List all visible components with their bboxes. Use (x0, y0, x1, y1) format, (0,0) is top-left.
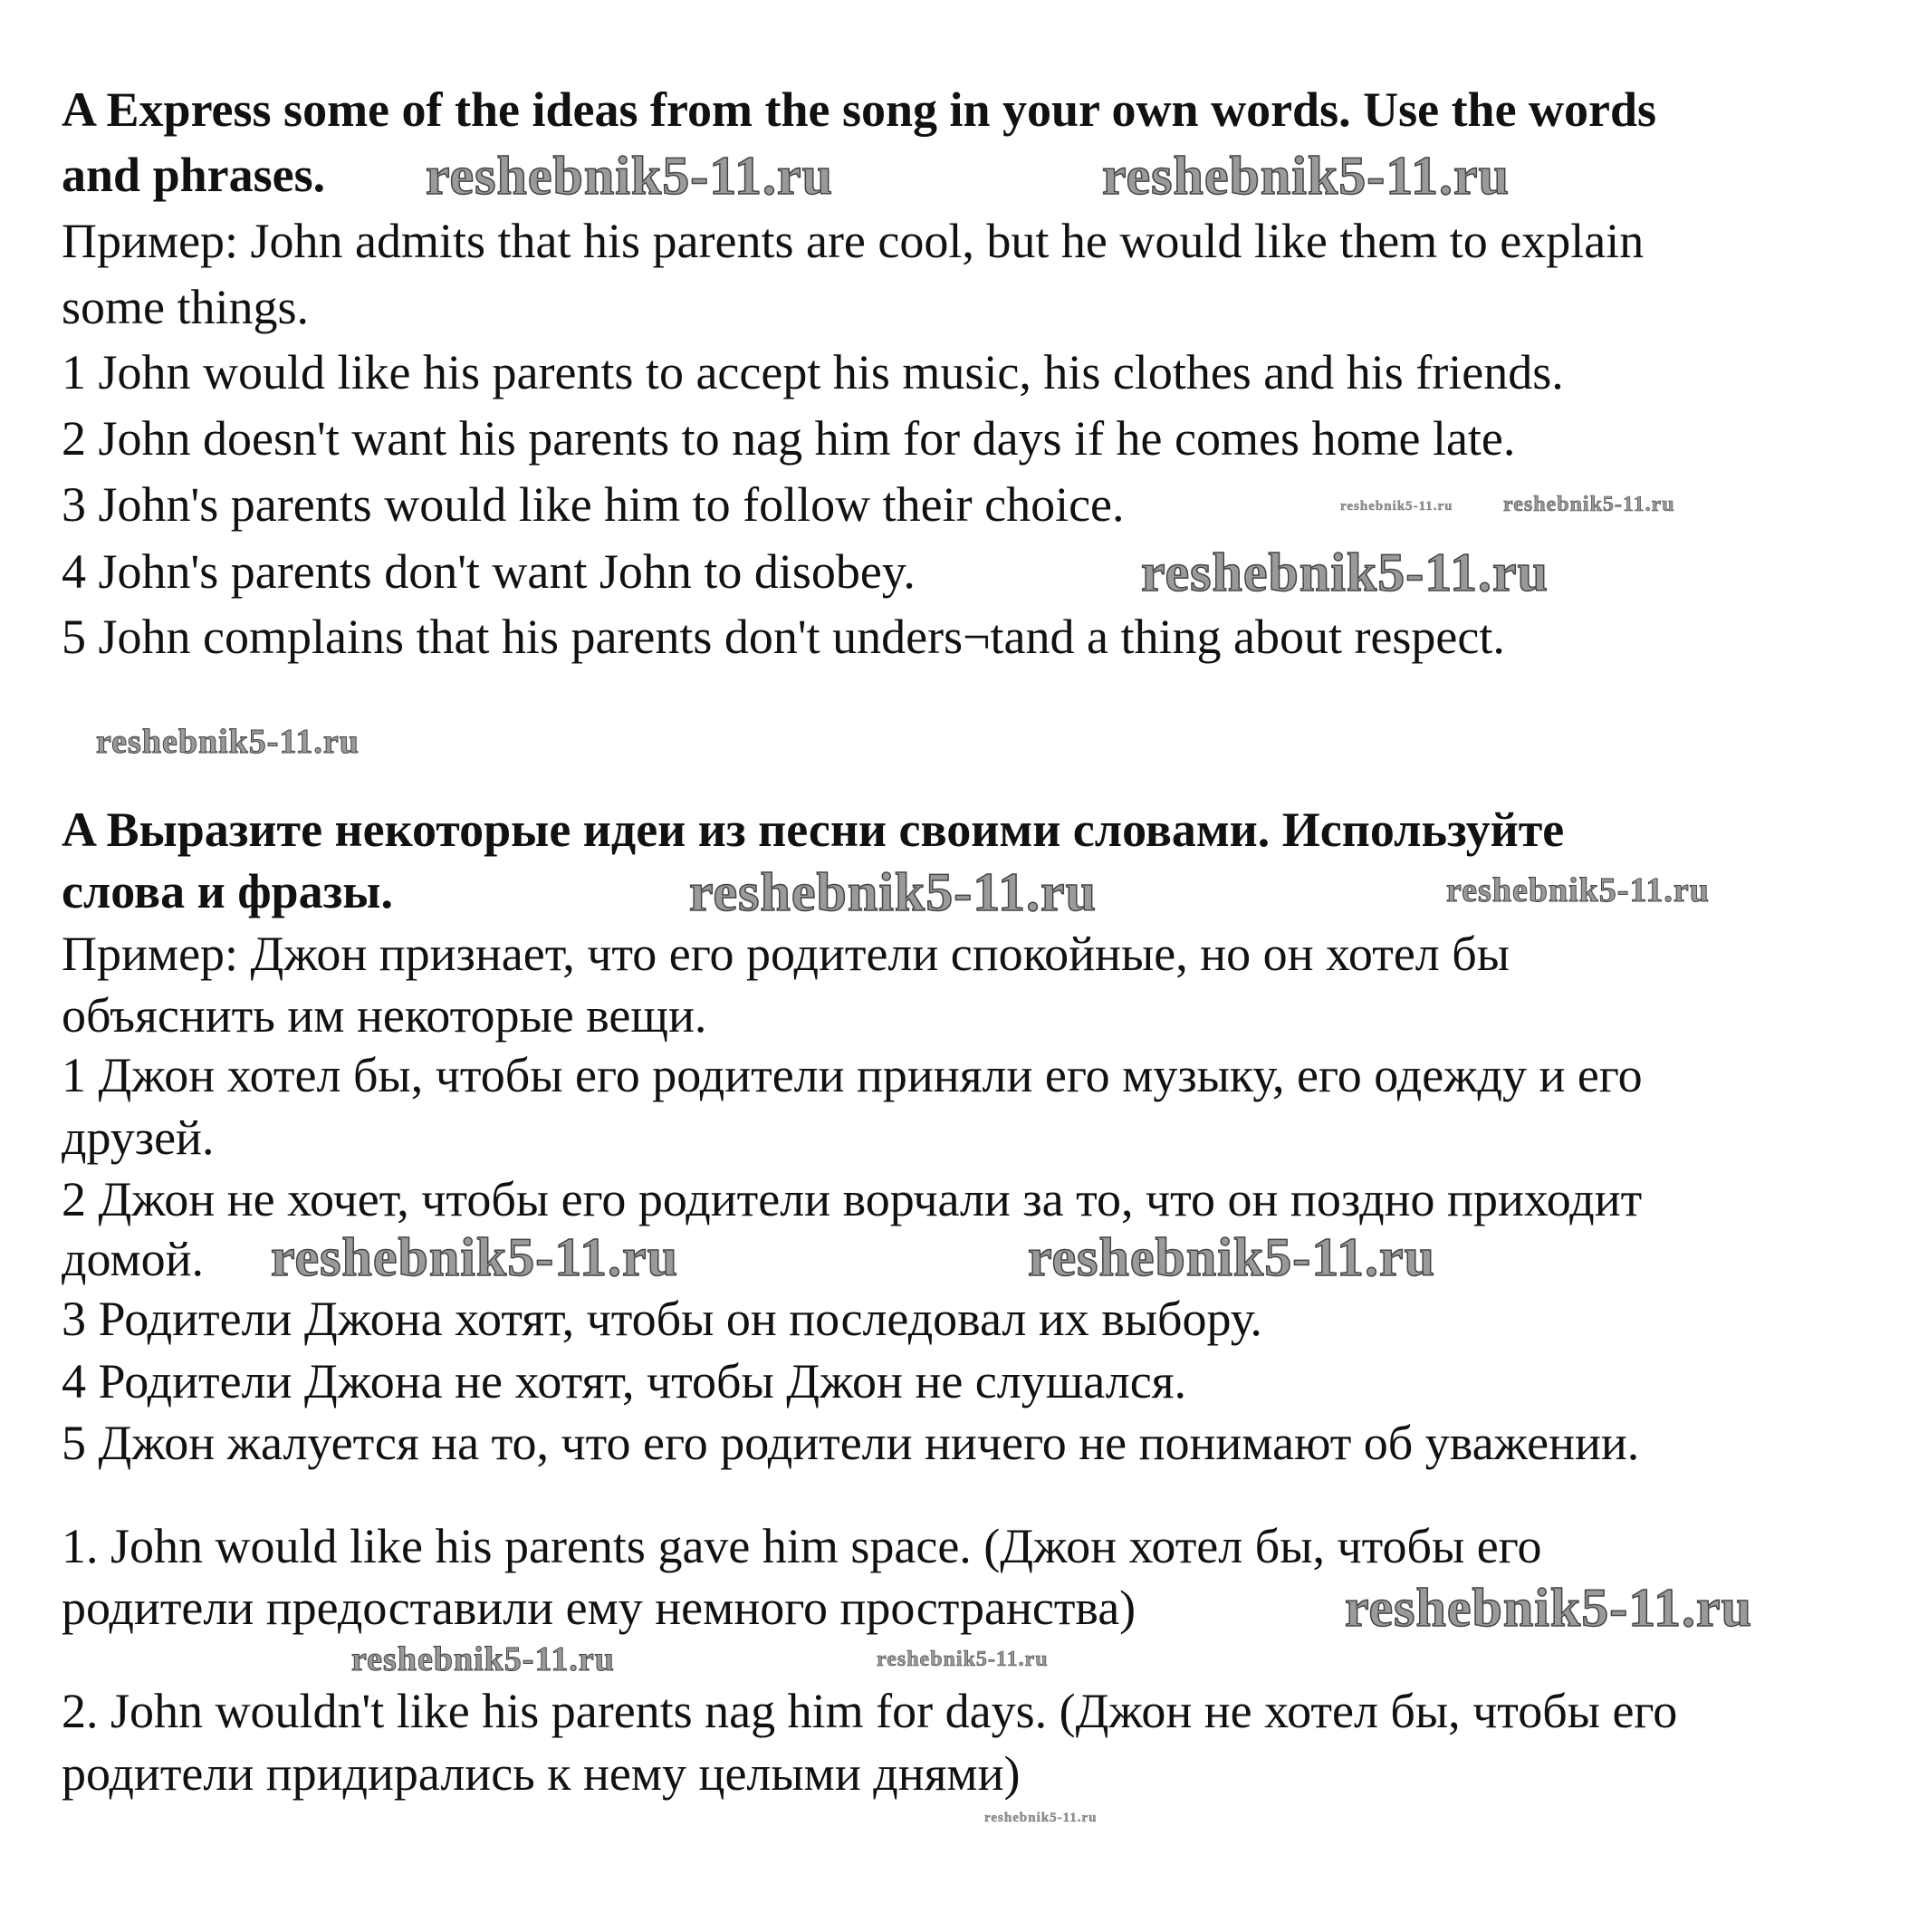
watermark: reshebnik5-11.ru (1503, 493, 1675, 516)
russian-item-cont: домой. (62, 1232, 205, 1286)
english-title-cont: and phrases. (62, 148, 326, 202)
english-title: A Express some of the ideas from the song in your own words. Use the words (62, 82, 1657, 137)
watermark: reshebnik5-11.ru (1028, 1227, 1435, 1287)
russian-example: Пример: Джон признает, что его родители спокойные, но он хотел бы (62, 927, 1510, 981)
russian-item: 5 Джон жалуется на то, что его родители ничего не понимают об уважении. (62, 1416, 1640, 1470)
russian-item: 2 Джон не хочет, чтобы его родители ворчали за то, что он поздно приходит (62, 1172, 1643, 1226)
english-example-cont: some things. (62, 280, 310, 334)
watermark: reshebnik5-11.ru (984, 1811, 1098, 1825)
english-item: 2 John doesn't want his parents to nag him for days if he comes home late. (62, 411, 1516, 466)
english-item: 1 John would like his parents to accept his music, his clothes and his friends. (62, 345, 1564, 399)
watermark: reshebnik5-11.ru (689, 862, 1097, 922)
answer-2-cont: родители придирались к нему целыми днями) (62, 1746, 1021, 1801)
watermark: reshebnik5-11.ru (1446, 871, 1710, 909)
answer-1: 1. John would like his parents gave him space. (Джон хотел бы, чтобы его (62, 1519, 1542, 1573)
russian-title: A Выразите некоторые идеи из песни своими словами. Используйте (62, 803, 1565, 857)
english-item: 5 John complains that his parents don't unders¬tand a thing about respect. (62, 610, 1505, 664)
russian-item: 1 Джон хотел бы, чтобы его родители приняли его музыку, его одежду и его (62, 1048, 1643, 1102)
answer-1-cont: родители предоставили ему немного пространства) (62, 1581, 1136, 1635)
watermark: reshebnik5-11.ru (1141, 543, 1549, 602)
watermark: reshebnik5-11.ru (1345, 1578, 1752, 1638)
english-item: 3 John's parents would like him to follow their choice. (62, 477, 1125, 532)
watermark: reshebnik5-11.ru (351, 1640, 615, 1678)
watermark: reshebnik5-11.ru (96, 723, 360, 761)
russian-example-cont: объяснить им некоторые вещи. (62, 988, 707, 1043)
english-item: 4 John's parents don't want John to disobey. (62, 544, 916, 599)
russian-title-cont: слова и фразы. (62, 864, 393, 918)
english-example: Пример: John admits that his parents are cool, but he would like them to explain (62, 214, 1645, 268)
watermark: reshebnik5-11.ru (877, 1648, 1049, 1671)
watermark: reshebnik5-11.ru (1340, 499, 1453, 514)
russian-item: 4 Родители Джона не хотят, чтобы Джон не слушался. (62, 1354, 1186, 1408)
watermark: reshebnik5-11.ru (271, 1227, 678, 1287)
watermark: reshebnik5-11.ru (1102, 146, 1510, 206)
watermark: reshebnik5-11.ru (426, 146, 833, 206)
russian-item: 3 Родители Джона хотят, чтобы он последовал их выбору. (62, 1292, 1262, 1346)
russian-item-cont: друзей. (62, 1110, 215, 1165)
answer-2: 2. John wouldn't like his parents nag him for days. (Джон не хотел бы, чтобы его (62, 1684, 1678, 1738)
